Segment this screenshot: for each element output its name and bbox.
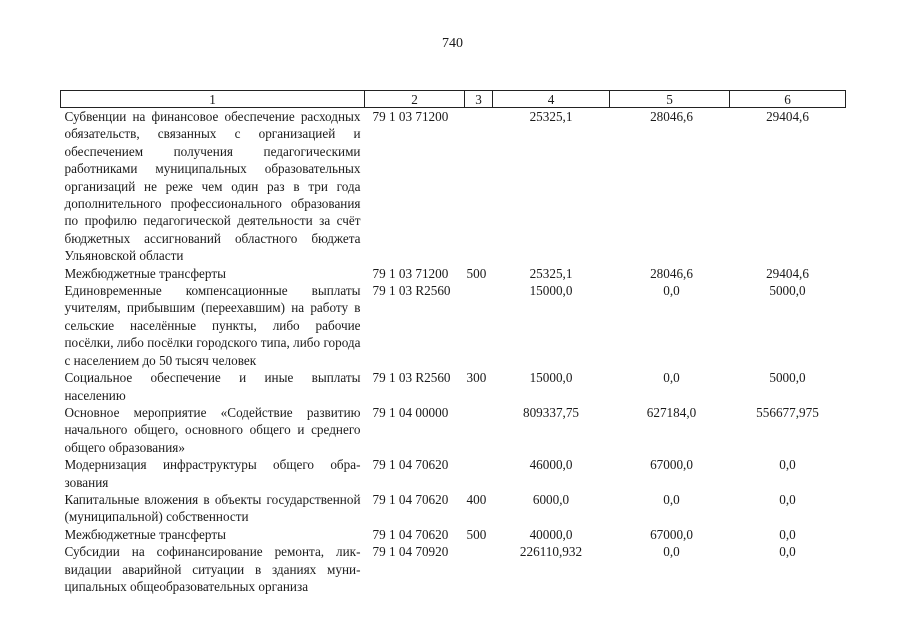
- row-expense-type: [465, 108, 493, 265]
- row-amount-col5: 0,0: [663, 283, 680, 299]
- row-amount-col5: 28046,6: [650, 265, 693, 281]
- row-amount-col5: 0,0: [663, 491, 680, 507]
- row-amount-col6: 5000,0: [769, 370, 806, 386]
- row-expense-type: [465, 404, 493, 456]
- row-amount-col4: 25325,1: [529, 109, 573, 124]
- budget-table: [60, 90, 846, 595]
- table-row: [61, 543, 846, 595]
- row-code: 79 1 04 00000: [372, 404, 449, 420]
- row-code: 79 1 04 70920: [372, 544, 449, 560]
- row-expense-type: 500: [466, 526, 487, 542]
- row-amount-col6: 0,0: [779, 526, 796, 542]
- row-name: Капитальные вложения в объекты государственной (муниципальной) собственности: [64, 491, 361, 525]
- row-code: 79 1 03 71200: [372, 265, 449, 281]
- row-name: Единовременные компенсационные выплаты учителям, прибывшим (переехавшим) на работу в сельские населённые пункты, либо рабочие посёлки, либо посёлки городского типа, либо города с населением до 50 тысяч человек: [64, 283, 361, 368]
- column-header-3: 3: [465, 91, 493, 108]
- table-row: [61, 265, 846, 282]
- table-row: [61, 282, 846, 369]
- table-row: [61, 108, 846, 265]
- row-name: Межбюджетные трансферты: [64, 526, 226, 542]
- row-amount-col6: 0,0: [779, 544, 796, 560]
- row-code: 79 1 04 70620: [372, 526, 449, 542]
- row-amount-col4: 40000,0: [529, 526, 573, 542]
- row-amount-col4: 226110,932: [519, 544, 583, 560]
- row-amount-col5: 67000,0: [650, 457, 693, 473]
- row-code: 79 1 04 70620: [372, 457, 449, 473]
- row-expense-type: 400: [466, 491, 487, 507]
- table-body: [61, 108, 846, 596]
- row-amount-col5: 627184,0: [646, 404, 697, 420]
- row-amount-col4: 809337,75: [522, 404, 580, 420]
- row-amount-col4: 15000,0: [529, 283, 573, 299]
- row-amount-col5: 0,0: [663, 370, 680, 386]
- row-name: Субвенции на финансовое обеспечение расходных обязательств, связанных с организацией и обеспечением получения педагогическими работниками муниципальных образовательных организаций не реже чем один раз в три года дополнительного профессионального образования по профилю педагогической деятельности за счёт бюджетных ассигнований областного бюджета Ульяновской области: [64, 109, 361, 264]
- row-amount-col6: 556677,975: [756, 404, 819, 420]
- table-row: [61, 526, 846, 543]
- row-amount-col6: 0,0: [779, 457, 796, 473]
- table-row: [61, 456, 846, 491]
- table-row: [61, 404, 846, 456]
- row-amount-col6: 0,0: [779, 491, 796, 507]
- row-name: Основное мероприятие «Содействие развитию начального общего, основного общего и среднего общего образования»: [64, 404, 361, 455]
- table-header-row: [61, 91, 846, 108]
- row-amount-col4: 46000,0: [529, 457, 573, 473]
- row-name: Социальное обеспечение и иные выплаты населению: [64, 370, 361, 403]
- row-amount-col6: 29404,6: [766, 265, 809, 281]
- row-expense-type: [465, 456, 493, 491]
- column-header-4: 4: [493, 91, 610, 108]
- table-row: [61, 369, 846, 404]
- row-amount-col5: 67000,0: [650, 526, 693, 542]
- row-code: 79 1 03 71200: [372, 109, 449, 124]
- column-header-1: 1: [61, 91, 365, 108]
- row-code: 79 1 04 70620: [372, 491, 449, 507]
- row-name: Модернизация инфраструктуры общего образования: [64, 457, 361, 490]
- row-code: 79 1 03 R2560: [372, 370, 451, 386]
- row-amount-col4: 6000,0: [532, 491, 570, 507]
- column-header-5: 5: [610, 91, 730, 108]
- row-amount-col4: 15000,0: [529, 370, 573, 386]
- column-header-2: 2: [365, 91, 465, 108]
- page-number: 740: [442, 36, 463, 51]
- row-code: 79 1 03 R2560: [372, 283, 451, 299]
- row-amount-col6: 5000,0: [769, 283, 806, 299]
- row-expense-type: 500: [466, 265, 487, 281]
- row-expense-type: 300: [466, 370, 487, 386]
- row-amount-col5: 28046,6: [650, 109, 693, 124]
- column-header-6: 6: [730, 91, 846, 108]
- row-expense-type: [465, 282, 493, 369]
- row-name: Субсидии на софинансирование ремонта, ликвидации аварийной ситуации в зданиях муниципальных общеобразовательных организа: [64, 544, 361, 594]
- row-amount-col6: 29404,6: [766, 109, 809, 124]
- row-amount-col5: 0,0: [663, 544, 680, 560]
- row-name: Межбюджетные трансферты: [64, 265, 226, 281]
- table-row: [61, 491, 846, 526]
- row-amount-col4: 25325,1: [529, 265, 573, 281]
- row-expense-type: [465, 543, 493, 595]
